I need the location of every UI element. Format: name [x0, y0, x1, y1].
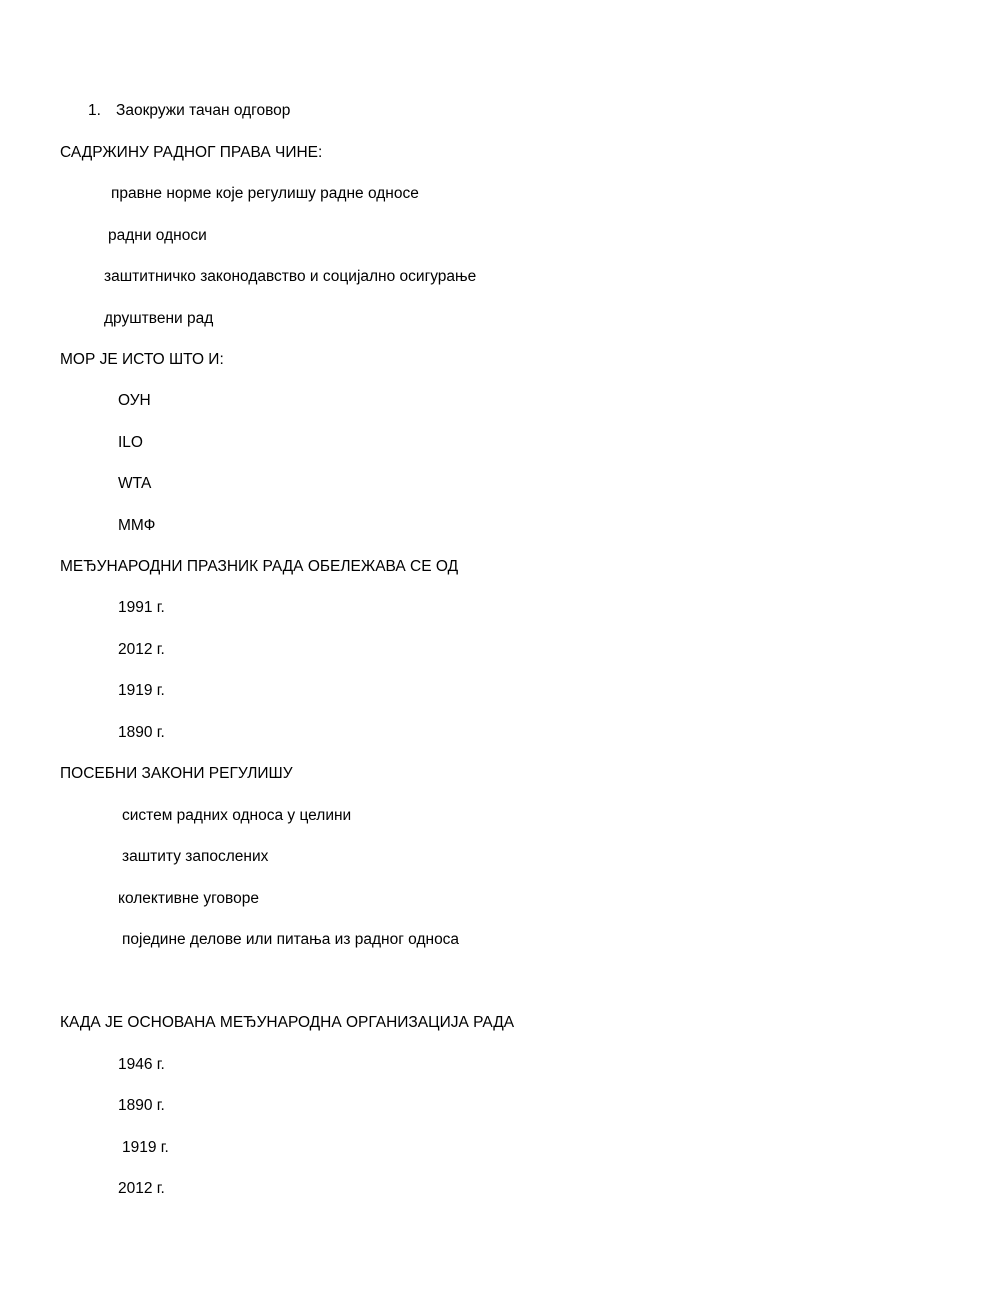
- question-5-option-4[interactable]: 2012 г.: [118, 1180, 165, 1197]
- question-2-option-3[interactable]: WTA: [118, 475, 152, 492]
- question-5-option-2[interactable]: 1890 г.: [118, 1097, 165, 1114]
- instruction-line: [88, 101, 290, 121]
- question-4-text: ПОСЕБНИ ЗАКОНИ РЕГУЛИШУ: [60, 765, 293, 782]
- question-4-option-1[interactable]: систем радних односа у целини: [122, 807, 352, 824]
- question-2-option-2[interactable]: ILO: [118, 434, 143, 451]
- question-3-option-3[interactable]: 1919 г.: [118, 682, 165, 699]
- question-2-text: МОР ЈЕ ИСТО ШТО И:: [60, 351, 224, 368]
- question-2-option-1[interactable]: ОУН: [118, 392, 151, 409]
- question-1-text: САДРЖИНУ РАДНОГ ПРАВА ЧИНЕ:: [60, 144, 323, 161]
- question-4-option-4[interactable]: поједине делове или питања из радног односа: [122, 931, 460, 948]
- question-4-option-3[interactable]: колективне уговоре: [118, 890, 259, 907]
- question-3-option-4[interactable]: 1890 г.: [118, 724, 165, 741]
- question-5-option-1[interactable]: 1946 г.: [118, 1056, 165, 1073]
- question-4-option-2[interactable]: заштиту запослених: [122, 848, 269, 865]
- question-1-option-4[interactable]: друштвени рад: [104, 310, 214, 327]
- question-2-option-4[interactable]: ММФ: [118, 517, 156, 534]
- instruction-number: 1.: [88, 102, 101, 119]
- question-3-option-2[interactable]: 2012 г.: [118, 641, 165, 658]
- question-5-text: КАДА ЈЕ ОСНОВАНА МЕЂУНАРОДНА ОРГАНИЗАЦИЈА РАДА: [60, 1014, 515, 1031]
- instruction-text: Заокружи тачан одговор: [116, 102, 291, 119]
- question-1-option-2[interactable]: радни односи: [108, 227, 207, 244]
- question-1-option-1[interactable]: правне норме које регулишу радне односе: [111, 185, 419, 202]
- question-5-option-3[interactable]: 1919 г.: [122, 1139, 169, 1156]
- question-3-option-1[interactable]: 1991 г.: [118, 599, 165, 616]
- question-3-text: МЕЂУНАРОДНИ ПРАЗНИК РАДА ОБЕЛЕЖАВА СЕ ОД: [60, 558, 459, 575]
- question-1-option-3[interactable]: заштитничко законодавство и социјално осигурање: [104, 268, 477, 285]
